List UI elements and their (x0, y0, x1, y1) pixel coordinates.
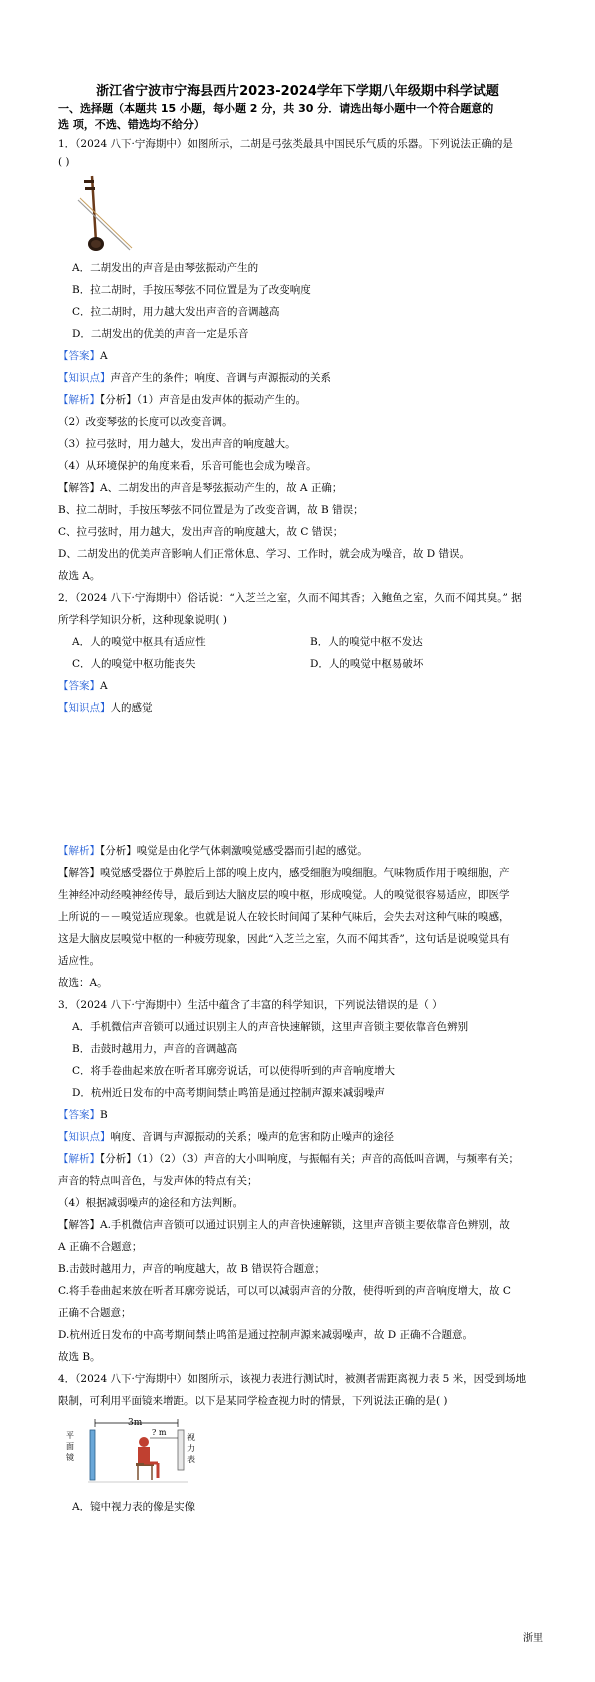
answer-tag: 【答案】 (58, 350, 100, 362)
section-heading-cont: 选 项，不选、错选均不给分） (58, 118, 205, 131)
q4-stem: 4．（2024 八下·宁海期中）如图所示，该视力表进行测试时，被测者需距离视力表 5 米，因受到场地 (58, 1373, 527, 1385)
q2-answer-value: A (100, 680, 108, 692)
q2-option-d: D．人的嗅觉中枢易破坏 (310, 658, 424, 670)
q3-answer-value: B (100, 1109, 108, 1121)
q2-solution-1: 【解答】嗅觉感受器位于鼻腔后上部的嗅上皮内，感受细胞为嗅细胞。气味物质作用于嗅细胞，产 (58, 867, 510, 879)
q2-stem-cont: 所学科学知识分析，这种现象说明( ) (58, 614, 228, 626)
q3-answer (58, 1108, 544, 1122)
q2-solution-3: 上所说的－－嗅觉适应现象。也就是说人在较长时间闻了某种气味后，会失去对这种气味的嗅感， (58, 911, 510, 923)
q1-solution-2: B、拉二胡时，手按压琴弦不同位置是为了改变音调，故 B 错误； (58, 504, 364, 516)
q1-stem-cont: ( ) (58, 156, 70, 168)
q2-analysis (58, 844, 544, 858)
q2-conclusion: 故选：A。 (58, 977, 108, 989)
fig-label-3m: 3m (128, 1418, 143, 1428)
q3-option-d: D．杭州近日发布的中高考期间禁止鸣笛是通过控制声源来减弱噪声 (72, 1087, 385, 1099)
q1-option-c: C．拉二胡时，用力越大发出声音的音调越高 (72, 306, 280, 318)
q2-answer (58, 679, 544, 693)
q1-solution-3: C、拉弓弦时，用力越大，发出声音的响度越大，故 C 错误； (58, 526, 344, 538)
q3-conclusion: 故选 B。 (58, 1351, 101, 1363)
q1-answer (58, 349, 544, 363)
q2-option-b: B．人的嗅觉中枢不发达 (310, 636, 423, 648)
q3-stem: 3．（2024 八下·宁海期中）生活中蕴含了丰富的科学知识，下列说法错误的是（ ） (58, 999, 443, 1011)
analysis-tag: 【解析】 (58, 1153, 100, 1165)
q1-solution-4: D、二胡发出的优美声音影响人们正常休息、学习、工作时，就会成为噪音，故 D 错误。 (58, 548, 471, 560)
q3-knowledge (58, 1130, 544, 1144)
q3-analysis-2: 声音的特点叫音色，与发声体的特点有关； (58, 1175, 258, 1187)
q3-solution-2: A 正确不合题意； (58, 1241, 143, 1253)
q1-conclusion: 故选 A。 (58, 570, 101, 582)
q2-solution-4: 这是大脑皮层嗅觉中枢的一种疲劳现象，因此“入芝兰之室，久而不闻其香”，这句话是说嗅觉具有 (58, 933, 510, 945)
answer-tag: 【答案】 (58, 1109, 100, 1121)
q3-solution-4: C.将手卷曲起来放在听者耳廓旁说话，可以可以减弱声音的分散，使得听到的声音响度增大，故 C (58, 1285, 511, 1297)
analysis-tag: 【解析】 (58, 845, 100, 857)
q3-solution-1: 【解答】A.手机微信声音锁可以通过识别主人的声音快速解锁，这里声音锁主要依靠音色辨别，故 (58, 1219, 510, 1231)
q1-solution-1: 【解答】A、二胡发出的声音是琴弦振动产生的，故 A 正确； (58, 482, 343, 494)
fig-label-distance: ? m (152, 1428, 167, 1437)
q3-option-b: B．击鼓时越用力，声音的音调越高 (72, 1043, 238, 1055)
knowledge-tag: 【知识点】 (58, 1131, 111, 1143)
q3-analysis-text: 【分析】（1）（2）（3）声音的大小叫响度，与振幅有关；声音的高低叫音调，与频率有关； (100, 1153, 520, 1165)
fig-label-mirror: 平面镜 (66, 1431, 74, 1462)
q1-knowledge (58, 371, 544, 385)
q3-option-a: A．手机微信声音锁可以通过识别主人的声音快速解锁，这里声音锁主要依靠音色辨别 (72, 1021, 469, 1033)
footer-text: 浙里 (523, 1633, 543, 1644)
q2-stem: 2．（2024 八下·宁海期中）俗话说：“入芝兰之室，久而不闻其香；入鲍鱼之室，久而不闻其臭。” 据 (58, 592, 522, 604)
q3-option-c: C．将手卷曲起来放在听者耳廓旁说话，可以使得听到的声音响度增大 (72, 1065, 396, 1077)
q3-analysis (58, 1152, 544, 1166)
q1-analysis-2: （2）改变琴弦的长度可以改变音调。 (58, 416, 233, 428)
q1-analysis (58, 393, 544, 407)
q1-option-d: D．二胡发出的优美的声音一定是乐音 (72, 328, 249, 340)
q1-option-a: A．二胡发出的声音是由琴弦振动产生的 (72, 262, 259, 274)
q1-option-b: B．拉二胡时，手按压琴弦不同位置是为了改变响度 (72, 284, 311, 296)
q3-solution-3: B.击鼓时越用力，声音的响度越大，故 B 错误符合题意； (58, 1263, 325, 1275)
q2-analysis-text: 【分析】嗅觉是由化学气体刺激嗅觉感受器而引起的感觉。 (100, 845, 368, 857)
q3-analysis-3: （4）根据减弱噪声的途径和方法判断。 (58, 1197, 244, 1209)
q2-solution-5: 适应性。 (58, 955, 100, 967)
q2-knowledge (58, 701, 544, 715)
analysis-tag: 【解析】 (58, 394, 100, 406)
q2-solution-2: 生神经冲动经嗅神经传导，最后到达大脑皮层的嗅中枢，形成嗅觉。人的嗅觉很容易适应，即医学 (58, 889, 510, 901)
section-heading: 一、选择题（本题共 15 小题，每小题 2 分，共 30 分．请选出每小题中一个符合题意的 (58, 102, 494, 115)
answer-tag: 【答案】 (58, 680, 100, 692)
q2-option-c: C．人的嗅觉中枢功能丧失 (72, 658, 196, 670)
q3-knowledge-text: 响度、音调与声源振动的关系；噪声的危害和防止噪声的途径 (110, 1131, 394, 1143)
page-title: 浙江省宁波市宁海县西片2023-2024学年下学期八年级期中科学试题 (96, 84, 499, 99)
q4-stem-cont: 限制，可利用平面镜来增距。以下是某同学检查视力时的情景，下列说法正确的是( ) (58, 1395, 448, 1407)
q4-option-a: A．镜中视力表的像是实像 (72, 1501, 196, 1513)
q1-analysis-3: （3）拉弓弦时，用力越大，发出声音的响度越大。 (58, 438, 296, 450)
knowledge-tag: 【知识点】 (58, 372, 111, 384)
fig-label-chart: 视力表 (187, 1433, 195, 1464)
q1-stem: 1．（2024 八下·宁海期中）如图所示，二胡是弓弦类最具中国民乐气质的乐器。下列说法正确的是 (58, 138, 513, 150)
q1-answer-value: A (100, 350, 108, 362)
q1-knowledge-text: 声音产生的条件；响度、音调与声源振动的关系 (110, 372, 331, 384)
q2-option-a: A．人的嗅觉中枢具有适应性 (72, 636, 206, 648)
q1-analysis-4: （4）从环境保护的角度来看，乐音可能也会成为噪音。 (58, 460, 317, 472)
erhu-image (70, 172, 140, 254)
q1-analysis-text: 【分析】（1）声音是由发声体的振动产生的。 (100, 394, 307, 406)
q3-solution-6: D.杭州近日发布的中高考期间禁止鸣笛是通过控制声源来减弱噪声，故 D 正确不合题意。 (58, 1329, 473, 1341)
q3-solution-5: 正确不合题意； (58, 1307, 132, 1319)
q2-knowledge-text: 人的感觉 (110, 702, 153, 714)
knowledge-tag: 【知识点】 (58, 702, 111, 714)
